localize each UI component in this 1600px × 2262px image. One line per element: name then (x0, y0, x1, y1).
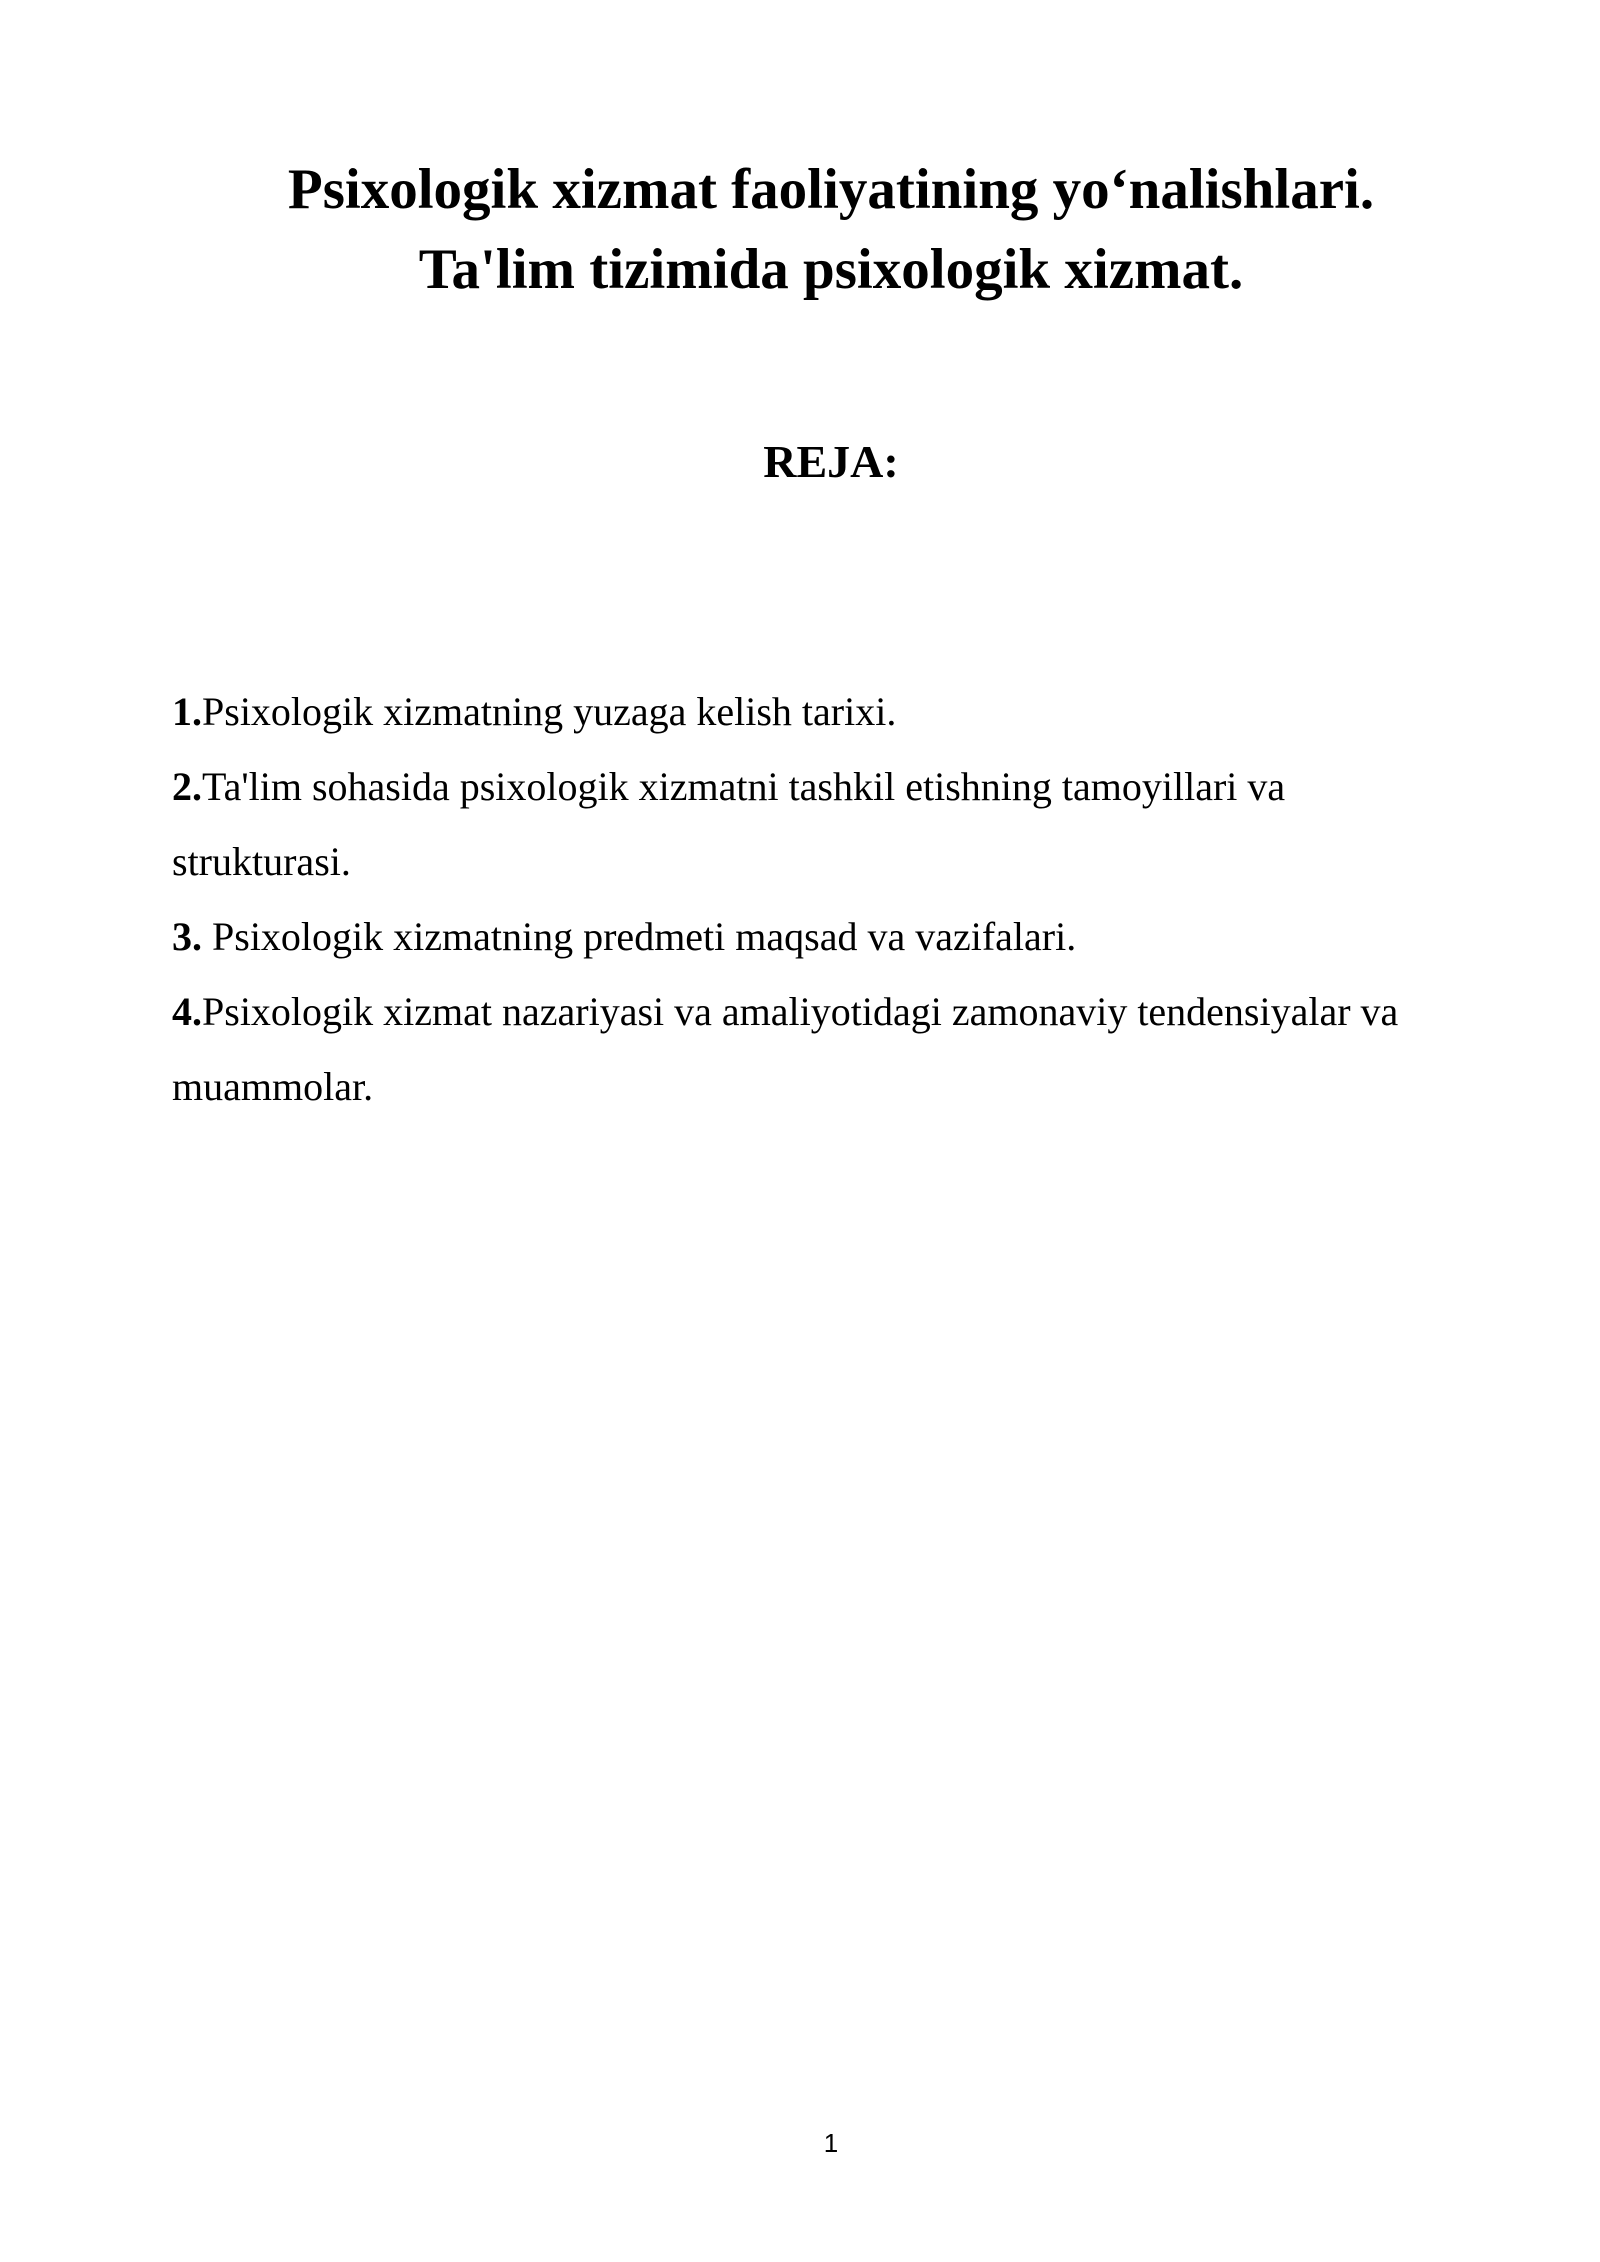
plan-item-number: 3. (172, 914, 202, 959)
plan-item-1 (172, 674, 1472, 749)
plan-item-text: Ta'lim sohasida psixologik xizmatni tashkil etishning tamoyillari va strukturasi. (172, 764, 1286, 884)
plan-item-3 (172, 899, 1472, 974)
plan-item-text: Psixologik xizmat nazariyasi va amaliyotidagi zamonaviy tendensiyalar va muammolar. (172, 989, 1399, 1109)
plan-item-4 (172, 974, 1472, 1124)
page-number: 1 (823, 2128, 839, 2158)
plan-item-number: 4. (172, 989, 202, 1034)
plan-heading: REJA: (763, 436, 899, 487)
plan-item-text: Psixologik xizmatning yuzaga kelish tarixi. (202, 689, 897, 734)
title-line-1: Psixologik xizmat faoliyatining yo‘nalishlari. (287, 158, 1375, 221)
plan-item-2 (172, 749, 1472, 899)
plan-item-number: 1. (172, 689, 202, 734)
plan-list (172, 674, 1472, 1124)
plan-item-number: 2. (172, 764, 202, 809)
document-title (0, 150, 1600, 310)
title-line-2: Ta'lim tizimida psixologik xizmat. (418, 238, 1244, 301)
plan-item-text: Psixologik xizmatning predmeti maqsad va vazifalari. (202, 914, 1077, 959)
